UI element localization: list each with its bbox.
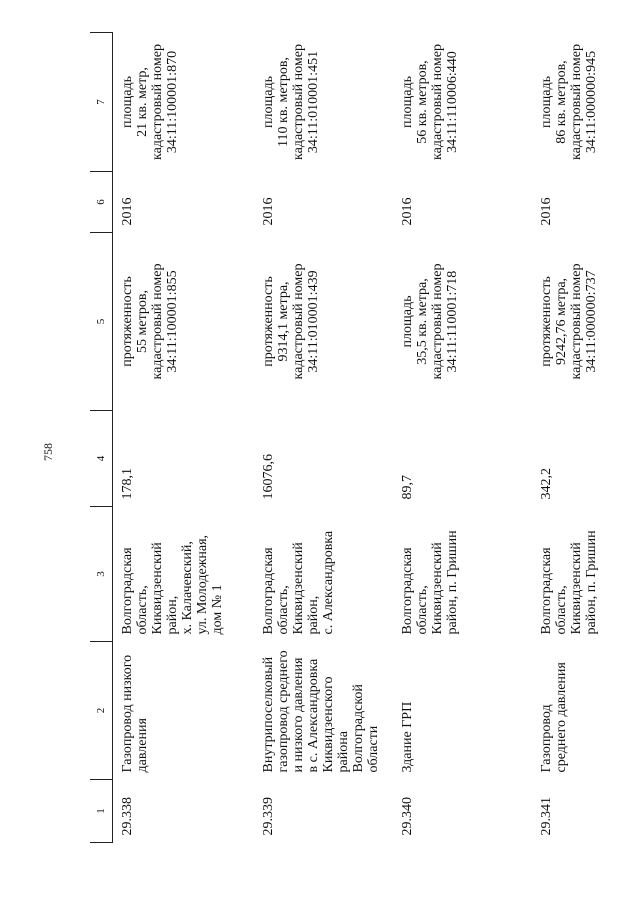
object-name: Здание ГРП [400, 701, 415, 773]
object-address: Волгоградская область, Киквидзенский район, х. Калачевский, ул. Молодежная, дом № 1 [120, 534, 225, 635]
object-cost: 89,7 [400, 475, 415, 500]
object-characteristics: площадь 35,5 кв. метра, кадастровый номер 34:11:110001:718 [400, 263, 460, 380]
object-characteristics: протяженность 55 метров, кадастровый номер 34:11:100001:855 [120, 263, 180, 380]
object-name: Газопровод среднего давления [539, 662, 569, 773]
table-container [90, 33, 599, 843]
row-number: 29.339 [261, 797, 276, 836]
object-characteristics: протяженность 9314,1 метра, кадастровый номер 34:11:010001:439 [261, 263, 321, 380]
rotated-table-frame [90, 33, 599, 843]
object-address: Волгоградская область, Киквидзенский район, с. Александровка [261, 530, 336, 635]
object-extra-info: площадь 21 кв. метр, кадастровый номер 34:11:100001:870 [120, 44, 180, 160]
table-row [254, 33, 393, 843]
row-number: 29.340 [400, 797, 415, 836]
object-cost: 178,1 [120, 468, 135, 500]
table-row [113, 33, 255, 843]
header-col-7: 7 [90, 33, 113, 172]
object-name: Внутрипоселковый газопровод среднего и низкого давления в с. Александровка Киквидзенского района Волгоградской области [261, 650, 381, 773]
header-col-4: 4 [90, 411, 113, 507]
page-number: 758 [41, 443, 55, 461]
table-row [393, 33, 532, 843]
object-extra-info: площадь 56 кв. метров, кадастровый номер 34:11:110006:440 [400, 44, 460, 160]
object-year: 2016 [120, 197, 135, 226]
object-year: 2016 [400, 197, 415, 226]
object-year: 2016 [539, 197, 554, 226]
header-col-1: 1 [90, 780, 113, 843]
table-header-row [90, 33, 113, 843]
object-cost: 16076,6 [261, 454, 276, 500]
object-year: 2016 [261, 197, 276, 226]
object-name: Газопровод низкого давления [120, 654, 150, 773]
object-address: Волгоградская область, Киквидзенский район, п. Гришин [400, 530, 460, 635]
object-characteristics: протяженность 9242,76 метра, кадастровый номер 34:11:000000:737 [539, 263, 599, 380]
row-number: 29.341 [539, 797, 554, 836]
header-col-2: 2 [90, 642, 113, 780]
object-address: Волгоградская область, Киквидзенский район, п. Гришин [539, 530, 599, 635]
object-cost: 342,2 [539, 468, 554, 500]
property-table [90, 32, 640, 843]
header-col-6: 6 [90, 172, 113, 233]
object-extra-info: площадь 86 кв. метров, кадастровый номер 34:11:000000:945 [539, 44, 599, 160]
object-extra-info: площадь 110 кв. метров, кадастровый номер 34:11:010001:451 [261, 44, 321, 160]
row-number: 29.338 [120, 797, 135, 836]
header-col-5: 5 [90, 233, 113, 411]
header-col-3: 3 [90, 507, 113, 642]
table-row [532, 33, 640, 843]
